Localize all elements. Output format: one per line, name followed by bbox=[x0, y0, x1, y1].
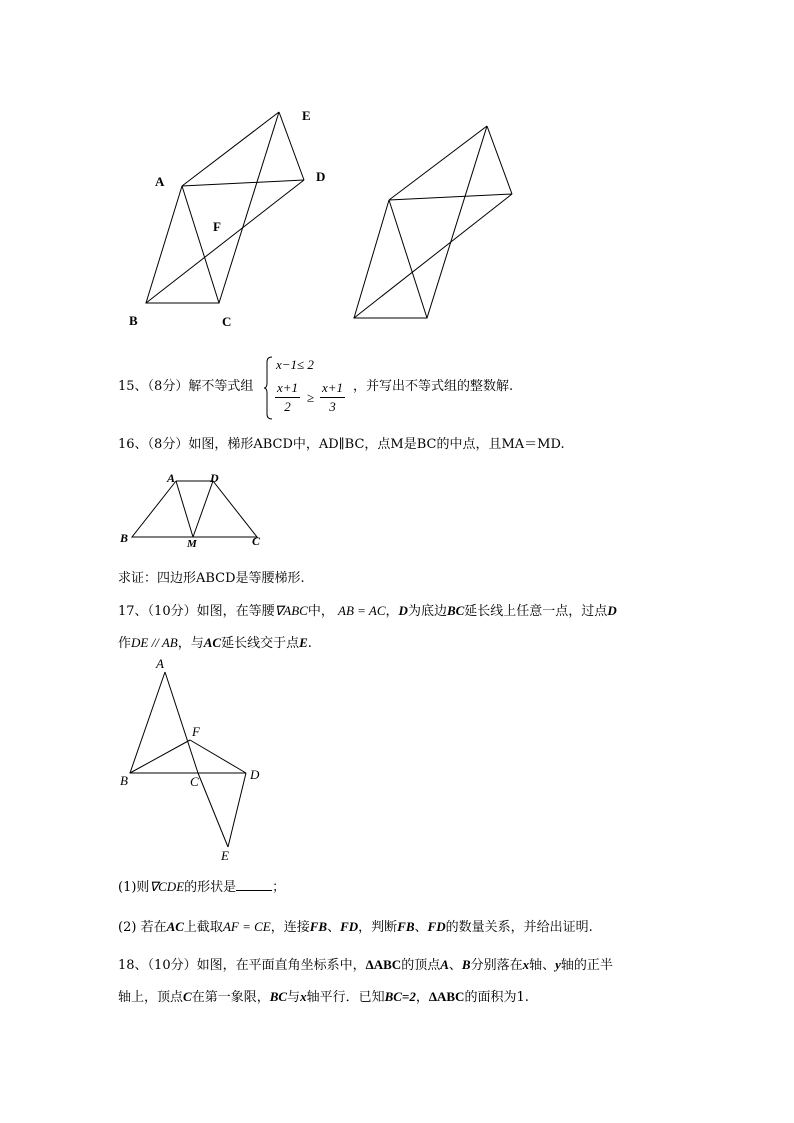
q17-s2a: (2) bbox=[118, 920, 137, 935]
q16-proof: 求证：四边形ABCD是等腰梯形. bbox=[118, 571, 305, 586]
q18-l1i: 轴、 bbox=[529, 958, 556, 973]
q18-l2b: C bbox=[183, 989, 192, 1004]
q17-s2h: 、 bbox=[327, 920, 341, 935]
q18-l2c: 在第一象限， bbox=[191, 990, 270, 1005]
q18-l2d: BC bbox=[269, 989, 288, 1004]
q17-label-F: F bbox=[192, 724, 200, 739]
q17-FB bbox=[130, 740, 190, 773]
q17-s2m: FD bbox=[427, 919, 446, 934]
q17-s2l: 、 bbox=[414, 920, 428, 935]
q15-frac1 bbox=[275, 379, 300, 416]
q17-l1c: 中， bbox=[307, 604, 334, 619]
q17-s1c: ∇CDE bbox=[149, 879, 185, 894]
q18-l2h: BC=2 bbox=[384, 989, 416, 1004]
q17-sub1 bbox=[118, 878, 285, 897]
fig14-right-ED bbox=[487, 126, 512, 194]
fig14-right-outline bbox=[354, 200, 427, 318]
q18-l1c: 的顶点 bbox=[401, 958, 441, 973]
q17-s1a: (1) bbox=[118, 880, 137, 895]
q16-trapezoid bbox=[132, 481, 257, 537]
q18-l1b: ΔABC bbox=[365, 957, 402, 972]
fig14-label-C: C bbox=[222, 314, 232, 329]
q17-triangle-ABC bbox=[130, 672, 198, 773]
q18-l2f: x bbox=[300, 989, 307, 1004]
fig14-label-A: A bbox=[155, 174, 165, 189]
q18-line2 bbox=[118, 988, 529, 1007]
q17-sub2 bbox=[118, 918, 593, 937]
q17-s1b: 则 bbox=[136, 880, 150, 895]
fig14-right-AE bbox=[389, 126, 487, 200]
q17-line1 bbox=[118, 602, 617, 621]
q17-l2a: 作 bbox=[118, 636, 132, 651]
fig14-left bbox=[0, 0, 794, 340]
q15-frac1-num: x+1 bbox=[275, 379, 300, 398]
fig14-label-B: B bbox=[129, 313, 138, 328]
q18-l1e: 、 bbox=[448, 958, 462, 973]
q17-s2c: AC bbox=[166, 919, 184, 934]
q17-l1d: AB = AC bbox=[338, 603, 386, 618]
q17-l2f: E bbox=[299, 635, 308, 650]
q17-l1b: ∇ABC bbox=[274, 603, 308, 618]
q18-l1g: 分别落在 bbox=[470, 958, 523, 973]
q17-label-D: D bbox=[250, 767, 260, 782]
q17-l1e: ， bbox=[385, 604, 399, 619]
q17-s2k: FB bbox=[397, 919, 415, 934]
q16-text: 16、（8分）如图，梯形ABCD中，AD∥BC，点M是BC的中点，且MA＝MD. bbox=[118, 437, 565, 452]
q17-s2n: 的数量关系，并给出证明. bbox=[445, 920, 593, 935]
q16-label-B: B bbox=[120, 531, 129, 545]
q16-label-M: M bbox=[187, 538, 197, 550]
q16-MD bbox=[193, 481, 213, 537]
q18-l2j: ΔABC bbox=[428, 989, 465, 1004]
q18-l1d: A bbox=[440, 957, 449, 972]
q15-tail: ，并写出不等式组的整数解. bbox=[353, 379, 514, 394]
q18-l1a: 18、（10分）如图，在平面直角坐标系中， bbox=[118, 958, 366, 973]
q17-l1a: 17、（10分）如图，在等腰 bbox=[118, 604, 275, 619]
q16-MA bbox=[176, 481, 193, 537]
q15-frac2-num: x+1 bbox=[320, 379, 345, 398]
q18-l1f: B bbox=[461, 957, 471, 972]
fig14-right-AD bbox=[389, 194, 512, 200]
fig14-left-outline bbox=[146, 186, 219, 303]
q18-l2g: 轴平行．已知 bbox=[306, 990, 385, 1005]
q16-label-C: C bbox=[252, 534, 261, 548]
q17-l1i: 延长线上任意一点，过点 bbox=[464, 604, 608, 619]
q15-frac2-den: 3 bbox=[329, 399, 336, 414]
q16-label-A: A bbox=[167, 471, 176, 485]
q17-answer-blank[interactable] bbox=[236, 878, 272, 891]
q17-s2g: FB bbox=[309, 919, 328, 934]
fig14-label-D: D bbox=[316, 169, 326, 184]
q17-label-C: C bbox=[190, 774, 199, 789]
q18-l1j: y bbox=[555, 957, 561, 972]
q17-label-A: A bbox=[156, 656, 164, 671]
fig14-left-CE bbox=[219, 112, 279, 303]
q17-DE bbox=[228, 773, 246, 847]
q17-l1j: D bbox=[607, 603, 617, 618]
q17-CE bbox=[198, 773, 228, 847]
q18-line1 bbox=[118, 956, 613, 975]
q15-frac2 bbox=[320, 379, 345, 416]
q17-s2d: 上截取 bbox=[183, 920, 223, 935]
q18-l2i: ， bbox=[415, 990, 429, 1005]
q17-label-B: B bbox=[120, 773, 128, 788]
q17-FD bbox=[190, 740, 246, 773]
q15-brace bbox=[264, 356, 274, 420]
q17-s2i: FD bbox=[340, 919, 359, 934]
q18-l1h: x bbox=[522, 957, 530, 972]
q15-number: 15、（8分）解不等式组 bbox=[118, 379, 254, 394]
q17-l2d: AC bbox=[203, 635, 222, 650]
fig14-left-AE bbox=[182, 112, 279, 186]
q18-l1k: 轴的正半 bbox=[560, 958, 613, 973]
fig14-right-CE bbox=[427, 126, 487, 318]
fig14-left-AD bbox=[182, 180, 304, 186]
q17-s2e: AF = CE bbox=[222, 919, 271, 934]
q17-s2b: 若在 bbox=[140, 920, 167, 935]
q17-l2g: . bbox=[307, 636, 312, 651]
q17-s1d: 的形状是 bbox=[184, 880, 237, 895]
q17-s2j: ，判断 bbox=[358, 920, 398, 935]
q17-l1f: D bbox=[398, 603, 408, 618]
fig14-label-F: F bbox=[213, 219, 221, 234]
q17-l2c: ，与 bbox=[177, 636, 204, 651]
q15-geq: ≥ bbox=[307, 390, 315, 405]
q17-s1e: ； bbox=[272, 880, 286, 895]
q17-s2f: ，连接 bbox=[270, 920, 310, 935]
q18-l2k: 的面积为1. bbox=[464, 990, 529, 1005]
fig14-label-E: E bbox=[302, 108, 311, 123]
q17-label-E: E bbox=[221, 848, 229, 863]
q18-l2e: 与 bbox=[287, 990, 301, 1005]
q17-figure bbox=[118, 660, 278, 870]
q16-label-D: D bbox=[210, 471, 219, 485]
q17-l2b: DE // AB bbox=[131, 635, 178, 650]
q17-l1g: 为底边 bbox=[407, 604, 447, 619]
q15-frac1-den: 2 bbox=[284, 399, 291, 414]
q18-l2a: 轴上，顶点 bbox=[118, 990, 184, 1005]
q17-l1h: BC bbox=[446, 603, 465, 618]
q15-ineq1: x−1≤ 2 bbox=[276, 357, 314, 372]
q17-line2 bbox=[118, 634, 312, 653]
q17-l2e: 延长线交于点 bbox=[221, 636, 300, 651]
fig14-left-ED bbox=[279, 112, 304, 180]
